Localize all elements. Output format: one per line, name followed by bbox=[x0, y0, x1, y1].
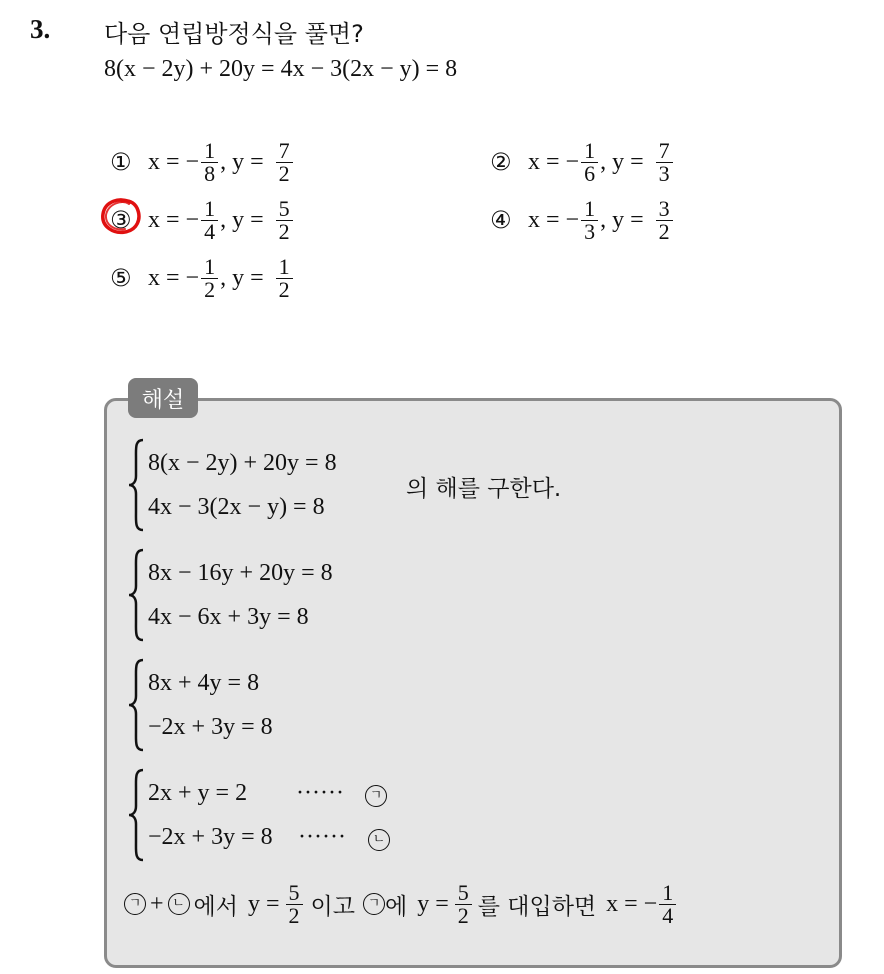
system1-line2: 4x − 3(2x − y) = 8 bbox=[148, 494, 325, 520]
fraction: $\frac{7}{2}$ bbox=[276, 140, 293, 185]
system3-line2: −2x + 3y = 8 bbox=[148, 714, 273, 740]
system2-line1: 8x − 16y + 20y = 8 bbox=[148, 560, 333, 586]
choice-x-eq: x = − bbox=[528, 148, 580, 175]
problem-title: 다음 연립방정식을 풀면? bbox=[104, 20, 364, 48]
problem-equation: 8(x − 2y) + 20y = 4x − 3(2x − y) = 8 bbox=[104, 56, 458, 82]
fraction: $\frac{7}{3}$ bbox=[656, 140, 673, 185]
final-text-1: 에서 bbox=[193, 893, 238, 920]
label-mark-2: ㄴ bbox=[168, 893, 190, 915]
fraction: $\frac{1}{2}$ bbox=[201, 256, 218, 301]
system4-dots1: ······ bbox=[296, 780, 344, 806]
choice-1[interactable] bbox=[110, 132, 295, 192]
label-mark-1: ㄱ bbox=[365, 785, 387, 807]
fraction: $\frac{1}{4}$ bbox=[201, 198, 218, 243]
choice-y-eq: , y = bbox=[220, 206, 264, 233]
choice-label: ③ bbox=[110, 206, 132, 234]
label-mark-1: ㄱ bbox=[363, 893, 385, 915]
choice-label: ④ bbox=[490, 206, 512, 234]
fraction: $\frac{3}{2}$ bbox=[656, 198, 673, 243]
choice-x-eq: x = − bbox=[148, 264, 200, 291]
choice-5[interactable] bbox=[110, 248, 295, 308]
choice-4[interactable] bbox=[490, 190, 675, 250]
final-y-eq: y = bbox=[247, 890, 280, 917]
system4-line2: −2x + 3y = 8 bbox=[148, 824, 273, 850]
problem-number: 3. bbox=[30, 14, 51, 44]
choice-label: ② bbox=[490, 148, 512, 176]
answer-circle-mark bbox=[100, 196, 142, 236]
system4-line1: 2x + y = 2 bbox=[148, 780, 248, 806]
fraction: $\frac{1}{8}$ bbox=[201, 140, 218, 185]
system1-line1: 8(x − 2y) + 20y = 8 bbox=[148, 450, 337, 476]
final-text-4: 를 대입하면 bbox=[477, 893, 597, 920]
final-text-2: 이고 bbox=[310, 893, 355, 920]
label-mark-1: ㄱ bbox=[124, 893, 146, 915]
fraction: $\frac{5}{2}$ bbox=[286, 882, 303, 927]
brace-icon bbox=[126, 768, 146, 862]
final-y-eq: y = bbox=[417, 890, 449, 917]
fraction: $\frac{1}{2}$ bbox=[276, 256, 293, 301]
choice-2[interactable] bbox=[490, 132, 675, 192]
choice-label: ① bbox=[110, 148, 132, 176]
choice-y-eq: , y = bbox=[600, 148, 644, 175]
system3-line1: 8x + 4y = 8 bbox=[148, 670, 260, 696]
choice-x-eq: x = − bbox=[528, 206, 580, 233]
fraction: $\frac{1}{3}$ bbox=[581, 198, 598, 243]
solution-tab-label: 해설 bbox=[128, 378, 198, 418]
fraction: $\frac{5}{2}$ bbox=[455, 882, 472, 927]
system2-line2: 4x − 6x + 3y = 8 bbox=[148, 604, 309, 630]
choice-y-eq: , y = bbox=[220, 264, 264, 291]
choice-label: ⑤ bbox=[110, 264, 132, 292]
choice-y-eq: , y = bbox=[220, 148, 264, 175]
system4-dots2: ······ bbox=[298, 824, 346, 850]
brace-icon bbox=[126, 658, 146, 752]
brace-icon bbox=[126, 438, 146, 532]
fraction: $\frac{5}{2}$ bbox=[276, 198, 293, 243]
label-mark-2: ㄴ bbox=[368, 829, 390, 851]
choice-x-eq: x = − bbox=[148, 148, 200, 175]
final-x-eq: x = − bbox=[606, 890, 658, 917]
choice-x-eq: x = − bbox=[148, 206, 200, 233]
system1-suffix: 의 해를 구한다. bbox=[406, 476, 562, 502]
final-statement bbox=[124, 872, 678, 936]
fraction: $\frac{1}{6}$ bbox=[581, 140, 598, 185]
choice-y-eq: , y = bbox=[600, 206, 644, 233]
fraction: $\frac{1}{4}$ bbox=[659, 882, 676, 927]
brace-icon bbox=[126, 548, 146, 642]
final-text-3: 에 bbox=[384, 893, 408, 920]
plus-sign: + bbox=[150, 890, 164, 917]
